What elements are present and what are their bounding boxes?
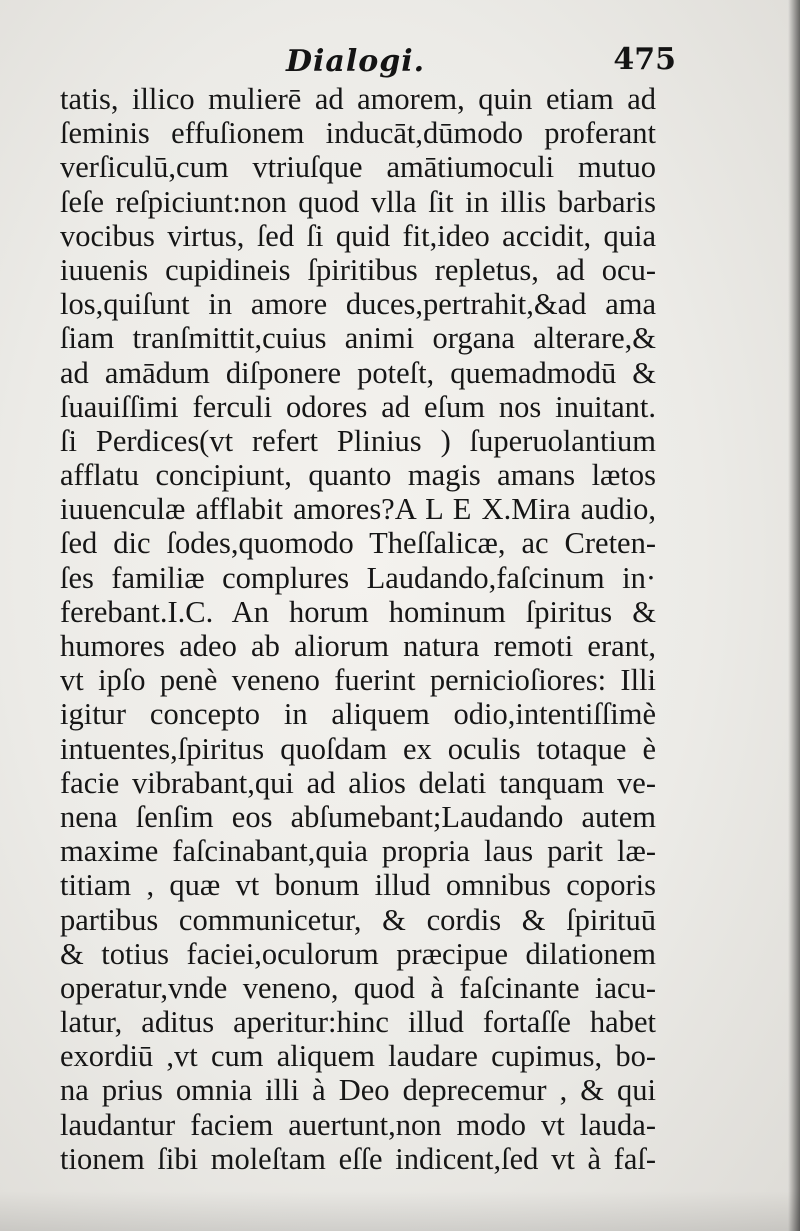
text-line: iuuenculæ afflabit amores?A L E X.Mira audio, (60, 492, 656, 527)
text-line: tionem ſibi moleſtam eſſe indicent,ſed vt à faſ- (60, 1141, 656, 1176)
text-line: facie vibrabant,qui ad alios delati tanquam ve- (60, 765, 656, 800)
running-title: Dialogi. (286, 44, 426, 79)
text-line: ad amādum diſponere poteſt, quemadmodū & (60, 355, 656, 390)
text-line: operatur,vnde veneno, quod à faſcinante iacu- (60, 970, 656, 1005)
text-line: vt ipſo penè veneno fuerint pernicioſiores: Illi (60, 663, 656, 698)
text-line: los,quiſunt in amore duces,pertrahit,&ad ama (60, 287, 656, 322)
text-line: & totius faciei,oculorum præcipue dilationem (60, 936, 656, 971)
text-line: exordiū ,vt cum aliquem laudare cupimus, bo- (60, 1039, 656, 1074)
text-line: tatis, illico mulierē ad amorem, quin etiam ad (60, 82, 656, 116)
text-line: ſi Perdices(vt refert Plinius ) ſuperuolantium (60, 423, 656, 458)
text-line: ſeminis effuſionem inducāt,dūmodo proferant (60, 116, 656, 151)
page-edge-shadow (788, 0, 800, 1231)
text-line: igitur concepto in aliquem odio,intentiſſimè (60, 697, 656, 732)
text-line: latur, aditus aperitur:hinc illud fortaſſe habet (60, 1005, 656, 1040)
text-line: partibus communicetur, & cordis & ſpirituū (60, 902, 656, 937)
text-line: ferebant.I.C. An horum hominum ſpiritus & (60, 594, 656, 629)
text-line: ſuauiſſimi ferculi odores ad eſum nos inuitant. (60, 389, 656, 424)
text-line: ſes familiæ complures Laudando,faſcinum in· (60, 560, 656, 595)
text-line: maxime faſcinabant,quia propria laus parit læ- (60, 834, 656, 869)
body-text (60, 82, 676, 1176)
text-line: ſiam tranſmittit,cuius animi organa alterare,& (60, 321, 656, 356)
text-line: humores adeo ab aliorum natura remoti erant, (60, 629, 656, 663)
text-line: nena ſenſim eos abſumebant;Laudando autem (60, 799, 656, 834)
text-line: intuentes,ſpiritus quoſdam ex oculis totaque è (60, 731, 656, 766)
text-line: verſiculū,cum vtriuſque amātiumoculi mutuo (60, 150, 656, 185)
page-number: 475 (613, 42, 676, 77)
text-line: ſed dic ſodes,quomodo Theſſalicæ, ac Creten- (60, 526, 656, 561)
text-line: titiam , quæ vt bonum illud omnibus coporis (60, 868, 656, 903)
text-line: vocibus virtus, ſed ſi quid fit,ideo accidit, quia (60, 218, 656, 253)
text-line: ſeſe reſpiciunt:non quod vlla ſit in illis barbaris (60, 184, 656, 219)
text-line: iuuenis cupidineis ſpiritibus repletus, ad ocu- (60, 252, 656, 287)
page-bottom-shade (0, 1191, 800, 1231)
text-line: afflatu concipiunt, quanto magis amans lætos (60, 458, 656, 493)
text-line: laudantur faciem auertunt,non modo vt lauda- (60, 1107, 656, 1142)
text-line: na prius omnia illi à Deo deprecemur , & qui (60, 1073, 656, 1108)
